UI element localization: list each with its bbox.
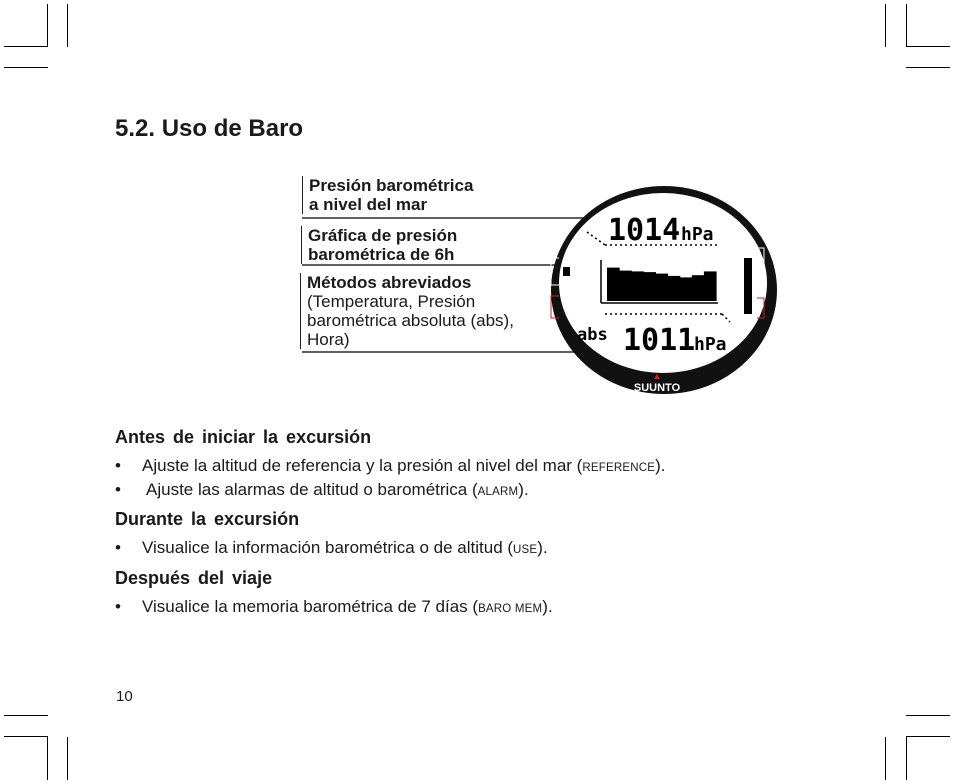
bottom-pressure-value: 1011 (623, 323, 696, 358)
crop-mark (47, 737, 48, 780)
bullet-symbol: • (115, 597, 121, 616)
callout-line: barométrica de 6h (308, 245, 455, 264)
bullet-text: Ajuste la altitud de referencia y la presión al nivel del mar ( (142, 456, 583, 475)
top-pressure-unit: hPa (681, 224, 714, 245)
bullet-text: Visualice la información barométrica o de altitud ( (142, 538, 514, 557)
crop-mark (67, 737, 68, 780)
crop-mark (4, 715, 48, 716)
menu-term: REFERENCE (582, 462, 656, 474)
bullet-item (115, 597, 553, 617)
brand-logo: SUUNTO (633, 382, 681, 394)
mode-indicator (563, 267, 570, 276)
abs-label: abs (577, 325, 608, 345)
menu-term: BARO MEM (478, 603, 543, 615)
graph-bar (631, 271, 644, 301)
graph-bar (643, 272, 656, 301)
bullet-tail: ). (537, 538, 548, 557)
bullet-text: Ajuste las alarmas de altitud o barométrica ( (146, 480, 478, 499)
bullet-tail: ). (655, 456, 666, 475)
callout-line: Métodos abreviados (307, 273, 472, 292)
bullet-item (115, 480, 529, 500)
callout-line: barométrica absoluta (abs), (307, 311, 514, 330)
page-title: 5.2. Uso de Baro (115, 115, 304, 142)
graph-bar (655, 274, 668, 301)
crop-mark (906, 737, 907, 780)
section-heading-during: Durante la excursión (115, 509, 300, 529)
bullet-tail: ). (542, 597, 553, 616)
page-number: 10 (116, 688, 133, 705)
graph-bar (607, 268, 620, 301)
bullet-item (115, 456, 665, 476)
bullet-symbol: • (115, 456, 121, 475)
bullet-symbol: • (115, 538, 121, 557)
side-scale-bar (744, 258, 752, 314)
bullet-item (115, 538, 548, 558)
bottom-pressure-unit: hPa (694, 334, 727, 355)
callout-line: (Temperatura, Presión (307, 292, 476, 311)
section-heading-after: Después del viaje (115, 568, 273, 588)
callout-line: Presión barométrica (309, 176, 474, 195)
crop-mark (4, 736, 48, 737)
bullet-symbol: • (115, 480, 121, 499)
crop-mark (906, 715, 950, 716)
menu-term: USE (513, 544, 538, 556)
crop-mark (885, 737, 886, 780)
bullet-text: Visualice la memoria barométrica de 7 días ( (142, 597, 479, 616)
menu-term: ALARM (477, 486, 519, 498)
section-heading-before: Antes de iniciar la excursión (115, 427, 372, 447)
callout-line: a nivel del mar (309, 195, 428, 214)
callout-line: Gráfica de presión (308, 226, 458, 245)
graph-bar (680, 277, 693, 301)
bullet-tail: ). (518, 480, 529, 499)
graph-bar (619, 271, 632, 301)
graph-bar (692, 275, 705, 301)
top-pressure-value: 1014 (608, 213, 681, 248)
graph-bar (704, 271, 717, 301)
graph-bar (668, 276, 681, 301)
crop-mark (906, 736, 950, 737)
callout-line: Hora) (307, 330, 350, 349)
